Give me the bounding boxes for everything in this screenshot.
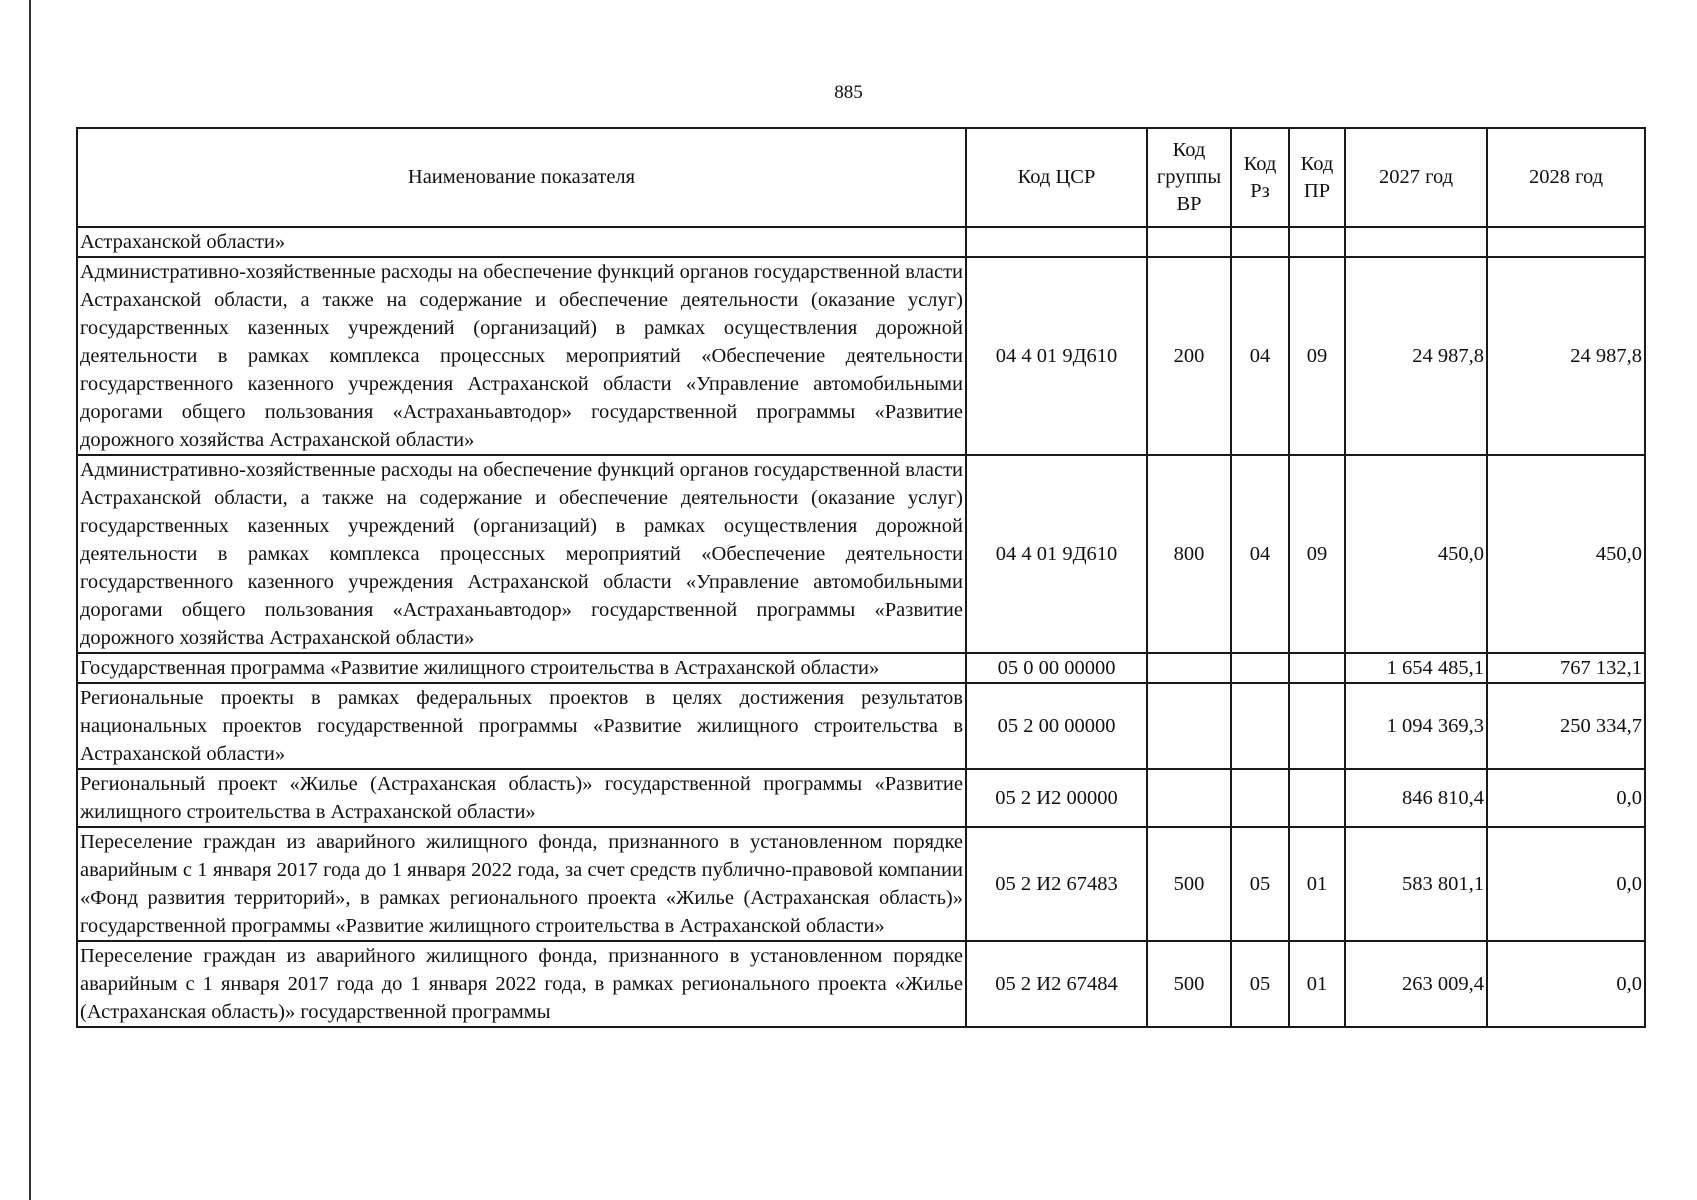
row-rz: 04 bbox=[1231, 455, 1289, 653]
row-2028: 24 987,8 bbox=[1487, 257, 1645, 455]
row-rz bbox=[1231, 769, 1289, 827]
row-2028 bbox=[1487, 227, 1645, 257]
row-pr: 09 bbox=[1289, 455, 1345, 653]
row-vr bbox=[1147, 227, 1231, 257]
row-vr: 200 bbox=[1147, 257, 1231, 455]
table-header-row bbox=[77, 128, 1645, 227]
row-name: Региональный проект «Жилье (Астраханская область)» государственной программы «Развитие жилищного строительства в Астраханской области» bbox=[77, 769, 966, 827]
row-vr bbox=[1147, 769, 1231, 827]
row-pr: 01 bbox=[1289, 827, 1345, 941]
header-csr: Код ЦСР bbox=[966, 128, 1147, 227]
row-name: Переселение граждан из аварийного жилищного фонда, признанного в установленном порядке аварийным с 1 января 2017 года до 1 января 2022 года, в рамках регионального проекта «Жилье (Астраханская область)» государственной программы bbox=[77, 941, 966, 1027]
row-2027 bbox=[1345, 227, 1487, 257]
row-name: Административно-хозяйственные расходы на обеспечение функций органов государственной власти Астраханской области, а также на содержание и обеспечение деятельности (оказание услуг) государственных казенных учреждений (организаций) в рамках осуществления дорожной деятельности в рамках комплекса процессных мероприятий «Обеспечение деятельности государственного казенного учреждения Астраханской области «Управление автомобильными дорогами общего пользования «Астраханьавтодор» государственной программы «Развитие дорожного хозяйства Астраханской области» bbox=[77, 455, 966, 653]
row-rz bbox=[1231, 227, 1289, 257]
table-row bbox=[77, 941, 1645, 1027]
row-csr: 05 2 И2 00000 bbox=[966, 769, 1147, 827]
row-pr bbox=[1289, 227, 1345, 257]
row-2028: 767 132,1 bbox=[1487, 653, 1645, 683]
row-2028: 250 334,7 bbox=[1487, 683, 1645, 769]
row-name: Административно-хозяйственные расходы на обеспечение функций органов государственной власти Астраханской области, а также на содержание и обеспечение деятельности (оказание услуг) государственных казенных учреждений (организаций) в рамках осуществления дорожной деятельности в рамках комплекса процессных мероприятий «Обеспечение деятельности государственного казенного учреждения Астраханской области «Управление автомобильными дорогами общего пользования «Астраханьавтодор» государственной программы «Развитие дорожного хозяйства Астраханской области» bbox=[77, 257, 966, 455]
row-2027: 1 654 485,1 bbox=[1345, 653, 1487, 683]
row-2027: 24 987,8 bbox=[1345, 257, 1487, 455]
row-rz bbox=[1231, 683, 1289, 769]
row-rz bbox=[1231, 653, 1289, 683]
row-2027: 846 810,4 bbox=[1345, 769, 1487, 827]
row-pr: 01 bbox=[1289, 941, 1345, 1027]
table-row bbox=[77, 227, 1645, 257]
row-pr: 09 bbox=[1289, 257, 1345, 455]
row-2028: 450,0 bbox=[1487, 455, 1645, 653]
row-2027: 583 801,1 bbox=[1345, 827, 1487, 941]
row-rz: 05 bbox=[1231, 827, 1289, 941]
header-2028: 2028 год bbox=[1487, 128, 1645, 227]
row-csr: 04 4 01 9Д610 bbox=[966, 455, 1147, 653]
row-csr bbox=[966, 227, 1147, 257]
row-pr bbox=[1289, 683, 1345, 769]
row-vr bbox=[1147, 653, 1231, 683]
row-name: Государственная программа «Развитие жилищного строительства в Астраханской области» bbox=[77, 653, 966, 683]
row-rz: 04 bbox=[1231, 257, 1289, 455]
row-vr: 800 bbox=[1147, 455, 1231, 653]
header-pr: Код ПР bbox=[1289, 128, 1345, 227]
row-2028: 0,0 bbox=[1487, 769, 1645, 827]
row-2027: 263 009,4 bbox=[1345, 941, 1487, 1027]
row-2028: 0,0 bbox=[1487, 827, 1645, 941]
row-csr: 05 0 00 00000 bbox=[966, 653, 1147, 683]
header-name: Наименование показателя bbox=[77, 128, 966, 227]
row-name: Региональные проекты в рамках федеральных проектов в целях достижения результатов национальных проектов государственной программы «Развитие жилищного строительства в Астраханской области» bbox=[77, 683, 966, 769]
row-pr bbox=[1289, 769, 1345, 827]
budget-table bbox=[76, 127, 1646, 1028]
header-2027: 2027 год bbox=[1345, 128, 1487, 227]
row-vr: 500 bbox=[1147, 941, 1231, 1027]
row-2028: 0,0 bbox=[1487, 941, 1645, 1027]
row-name: Переселение граждан из аварийного жилищного фонда, признанного в установленном порядке аварийным с 1 января 2017 года до 1 января 2022 года, за счет средств публично-правовой компании «Фонд развития территорий», в рамках регионального проекта «Жилье (Астраханская область)» государственной программы «Развитие жилищного строительства в Астраханской области» bbox=[77, 827, 966, 941]
table-row bbox=[77, 455, 1645, 653]
binding-margin-line bbox=[29, 0, 31, 1200]
row-2027: 450,0 bbox=[1345, 455, 1487, 653]
row-csr: 05 2 И2 67484 bbox=[966, 941, 1147, 1027]
row-vr bbox=[1147, 683, 1231, 769]
table-row bbox=[77, 257, 1645, 455]
row-csr: 05 2 И2 67483 bbox=[966, 827, 1147, 941]
row-rz: 05 bbox=[1231, 941, 1289, 1027]
table-row bbox=[77, 683, 1645, 769]
table-row bbox=[77, 769, 1645, 827]
table-row bbox=[77, 653, 1645, 683]
page-number: 885 bbox=[834, 82, 863, 103]
header-rz: Код Рз bbox=[1231, 128, 1289, 227]
row-pr bbox=[1289, 653, 1345, 683]
row-csr: 05 2 00 00000 bbox=[966, 683, 1147, 769]
table-row bbox=[77, 827, 1645, 941]
row-2027: 1 094 369,3 bbox=[1345, 683, 1487, 769]
row-name: Астраханской области» bbox=[77, 227, 966, 257]
header-vr: Код группы ВР bbox=[1147, 128, 1231, 227]
row-csr: 04 4 01 9Д610 bbox=[966, 257, 1147, 455]
row-vr: 500 bbox=[1147, 827, 1231, 941]
